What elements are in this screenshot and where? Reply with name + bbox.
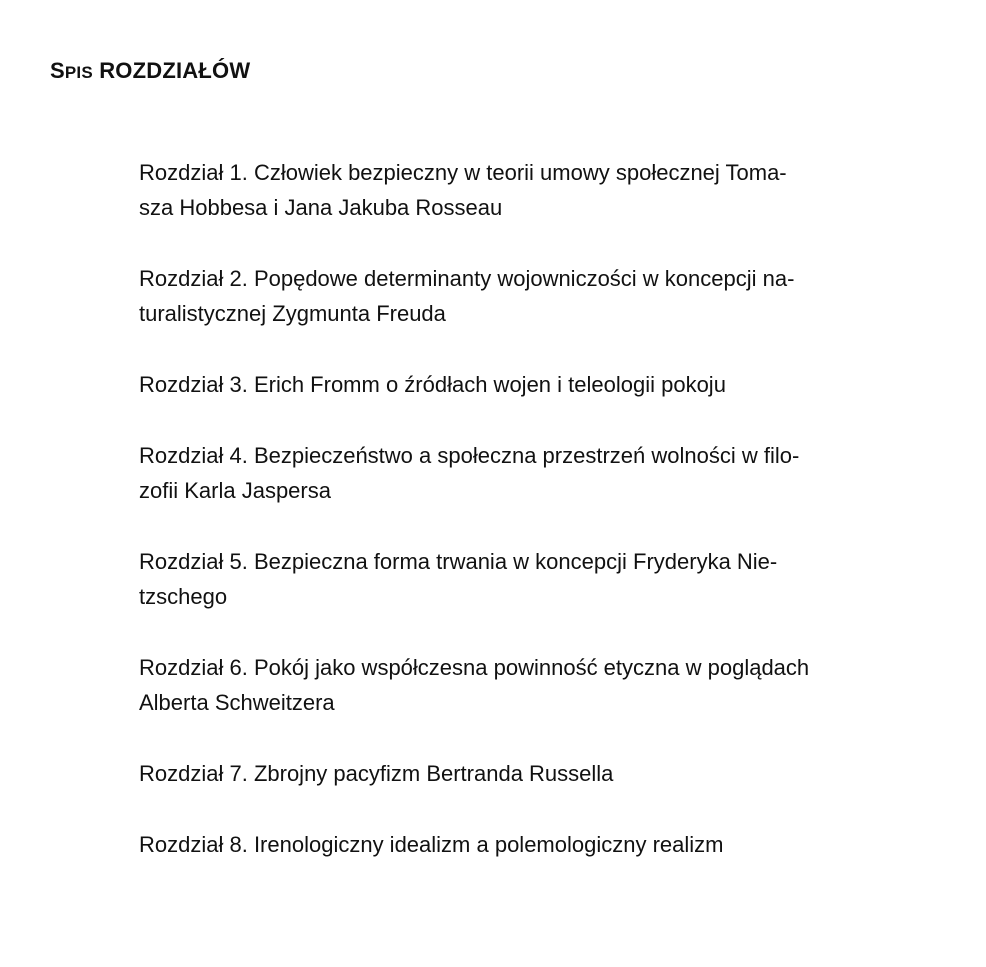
chapter-entry-6 <box>139 650 939 720</box>
chapter-entry-5 <box>139 544 939 614</box>
chapter-7-line-1: Rozdział 7. Zbrojny pacyfizm Bertranda Russella <box>139 761 614 786</box>
chapter-1-line-1: Rozdział 1. Człowiek bezpieczny w teorii umowy społecznej Toma- <box>139 160 787 185</box>
chapter-5-line-2: tzschego <box>139 584 228 609</box>
chapter-6-line-2: Alberta Schweitzera <box>139 690 335 715</box>
table-of-contents-heading <box>50 58 250 84</box>
chapter-entry-3 <box>139 367 939 402</box>
chapter-entry-4 <box>139 438 939 508</box>
chapter-3-line-1: Rozdział 3. Erich Fromm o źródłach wojen i teleologii pokoju <box>139 372 726 397</box>
heading-second-word: ROZDZIAŁÓW <box>99 58 251 83</box>
chapter-6-line-1: Rozdział 6. Pokój jako współczesna powinność etyczna w poglądach <box>139 655 810 680</box>
chapter-2-line-2: turalistycznej Zygmunta Freuda <box>139 301 446 326</box>
heading-small-caps: PIS <box>64 63 93 82</box>
chapter-entry-2 <box>139 261 939 331</box>
chapter-entry-7 <box>139 756 939 791</box>
chapter-8-line-1: Rozdział 8. Irenologiczny idealizm a polemologiczny realizm <box>139 832 724 857</box>
chapter-list <box>139 155 939 862</box>
chapter-4-line-2: zofii Karla Jaspersa <box>139 478 331 503</box>
chapter-entry-1 <box>139 155 939 225</box>
heading-initial: S <box>50 58 65 83</box>
chapter-entry-8 <box>139 827 939 862</box>
chapter-5-line-1: Rozdział 5. Bezpieczna forma trwania w koncepcji Fryderyka Nie- <box>139 549 778 574</box>
chapter-4-line-1: Rozdział 4. Bezpieczeństwo a społeczna przestrzeń wolności w filo- <box>139 443 800 468</box>
chapter-2-line-1: Rozdział 2. Popędowe determinanty wojowniczości w koncepcji na- <box>139 266 795 291</box>
chapter-1-line-2: sza Hobbesa i Jana Jakuba Rosseau <box>139 195 503 220</box>
